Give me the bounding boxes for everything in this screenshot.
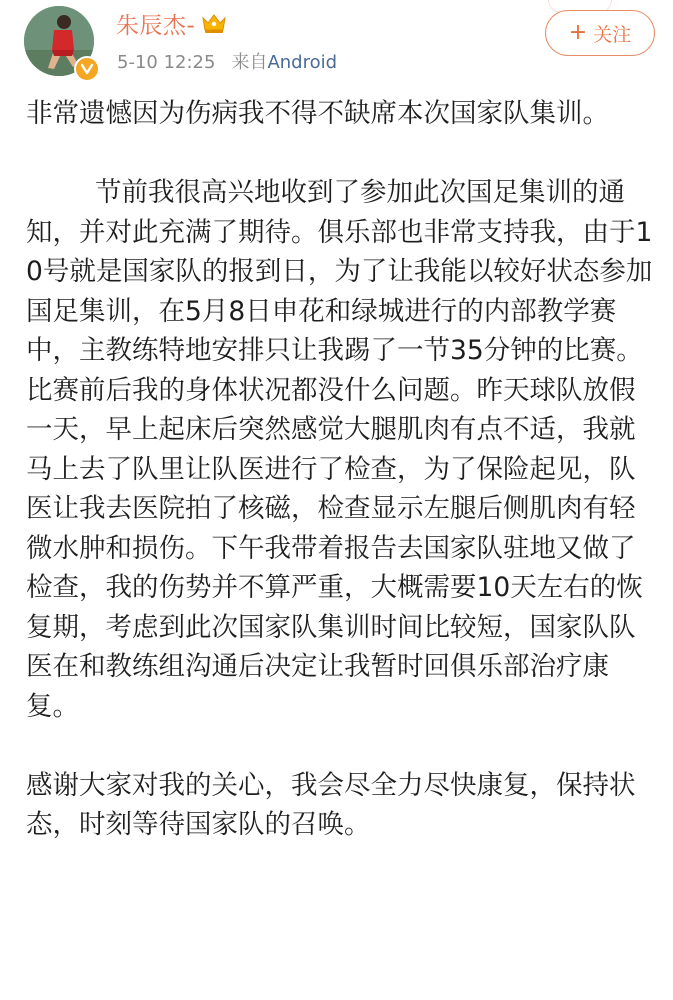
post-content (26, 94, 656, 845)
user-name[interactable]: 朱辰杰- (116, 12, 196, 39)
follow-label: 关注 (593, 23, 632, 46)
post-timestamp: 5-10 12:25 (117, 52, 216, 73)
name-row (116, 6, 227, 40)
source-app-link[interactable]: Android (267, 52, 338, 73)
crown-level-icon (201, 12, 227, 34)
vip-verified-badge-icon (74, 56, 100, 82)
post-meta (117, 48, 337, 74)
post-paragraph: 节前我很高兴地收到了参加此次国足集训的通知，并对此充满了期待。俱乐部也非常支持我，由于10号就是国家队的报到日，为了让我能以较好状态参加国足集训，在5月8日申花和绿城进行的内部教学赛中，主教练特地安排只让我踢了一节35分钟的比赛。比赛前后我的身体状况都没什么问题。昨天球队放假一天，早上起床后突然感觉大腿肌肉有点不适，我就马上去了队里让队医进行了检查，为了保险起见，队医让我去医院拍了核磁，检查显示左腿后侧肌肉有轻微水肿和损伤。下午我带着报告去国家队驻地又做了检查，我的伤势并不算严重，大概需要10天左右的恢复期，考虑到此次国家队集训时间比较短，国家队队医在和教练组沟通后决定让我暂时回俱乐部治疗康复。 (26, 177, 653, 722)
post-paragraph: 非常遗憾因为伤病我不得不缺席本次国家队集训。 (26, 98, 609, 129)
plus-icon: + (568, 20, 588, 45)
post-header (0, 0, 673, 90)
post-paragraph: 感谢大家对我的关心，我会尽全力尽快康复，保持状态，时刻等待国家队的召唤。 (26, 769, 636, 840)
source-label: 来自 (231, 52, 268, 73)
follow-button[interactable] (545, 10, 655, 56)
